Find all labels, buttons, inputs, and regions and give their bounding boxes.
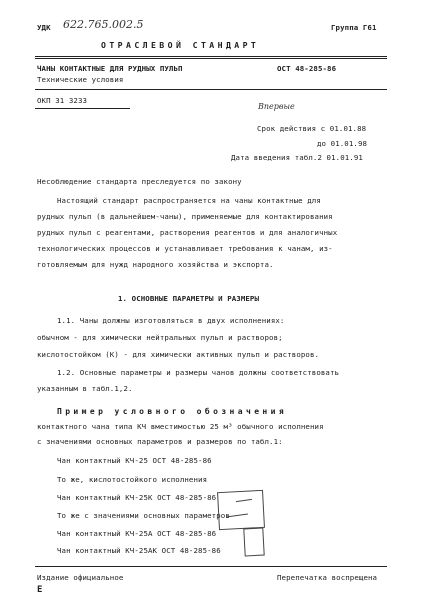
intro-line: рудных пульп (в дальнейшем-чаны), применяемые для контактирования xyxy=(37,212,333,221)
udk-value-handwritten: 622.765.002.5 xyxy=(63,18,144,31)
example-line: с значениями основных параметров и размеров по табл.1: xyxy=(37,437,283,446)
standard-number: ОСТ 48-285-86 xyxy=(277,64,337,73)
section-text: 1.1. Чаны должны изготовляться в двух исполнениях: xyxy=(57,316,285,325)
product-name: ЧАНЫ КОНТАКТНЫЕ ДЛЯ РУДНЫХ ПУЛЬП xyxy=(37,64,183,73)
stamp-mark xyxy=(217,490,265,530)
example-line: То же, кислотостойкого исполнения xyxy=(57,475,208,484)
designation-rule xyxy=(35,89,387,90)
intro-line: Настоящий стандарт распространяется на чаны контактные для xyxy=(57,196,321,205)
validity-end: до 01.01.98 xyxy=(317,139,368,148)
intro-line: готовляемым для нужд народного хозяйства и экспорта. xyxy=(37,260,274,269)
official-edition: Издание официальное xyxy=(37,573,124,582)
udk-label: УДК xyxy=(37,23,51,32)
example-line: То же с значениями основных параметров xyxy=(57,511,230,520)
okp-rule xyxy=(35,108,130,109)
introduction-date: Дата введения табл.2 01.01.91 xyxy=(231,153,363,162)
intro-line: рудных пульп с реагентами, растворения реагентов и для аналогичных xyxy=(37,228,338,237)
footer-rule xyxy=(35,566,387,567)
product-subtitle: Технические условия xyxy=(37,75,124,84)
reprint-notice: Перепечатка воспрещена xyxy=(277,573,378,582)
group-label: Группа Г61 xyxy=(331,23,377,32)
section-heading: 1. ОСНОВНЫЕ ПАРАМЕТРЫ И РАЗМЕРЫ xyxy=(118,294,260,303)
title-rule-bottom xyxy=(35,58,387,59)
edition-letter: Е xyxy=(37,585,43,595)
intro-line: технологических процессов и устанавливает требования к чанам, из- xyxy=(37,244,333,253)
example-line: Чан контактный КЧ-25 ОСТ 48-285-86 xyxy=(57,456,212,465)
law-notice: Несоблюдение стандарта преследуется по закону xyxy=(37,177,242,186)
section-text: 1.2. Основные параметры и размеры чанов должны соответствовать xyxy=(57,368,340,377)
section-text: кислотостойком (К) - для химически активных пульп и растворов. xyxy=(37,350,320,359)
section-text: обычном - для химически нейтральных пульп и растворов; xyxy=(37,333,283,342)
example-line: Чан контактный КЧ-25А ОСТ 48-285-86 xyxy=(57,529,217,538)
standard-title: ОТРАСЛЕВОЙ СТАНДАРТ xyxy=(101,40,260,50)
stamp-mark xyxy=(243,527,264,556)
first-issue-note: Впервые xyxy=(258,102,295,111)
title-rule-top xyxy=(35,56,387,57)
example-heading: Пример условного обозначения xyxy=(57,407,288,416)
example-line: Чан контактный КЧ-25АК ОСТ 48-285-86 xyxy=(57,546,221,555)
validity-period: Срок действия с 01.01.88 xyxy=(257,124,367,133)
example-line: контактного чана типа КЧ вместимостью 25 м³ обычного исполнения xyxy=(37,422,324,431)
okp-code: ОКП 31 3233 xyxy=(37,96,88,105)
example-line: Чан контактный КЧ-25К ОСТ 48-285-86 xyxy=(57,493,217,502)
section-text: указанным в табл.1,2. xyxy=(37,384,133,393)
